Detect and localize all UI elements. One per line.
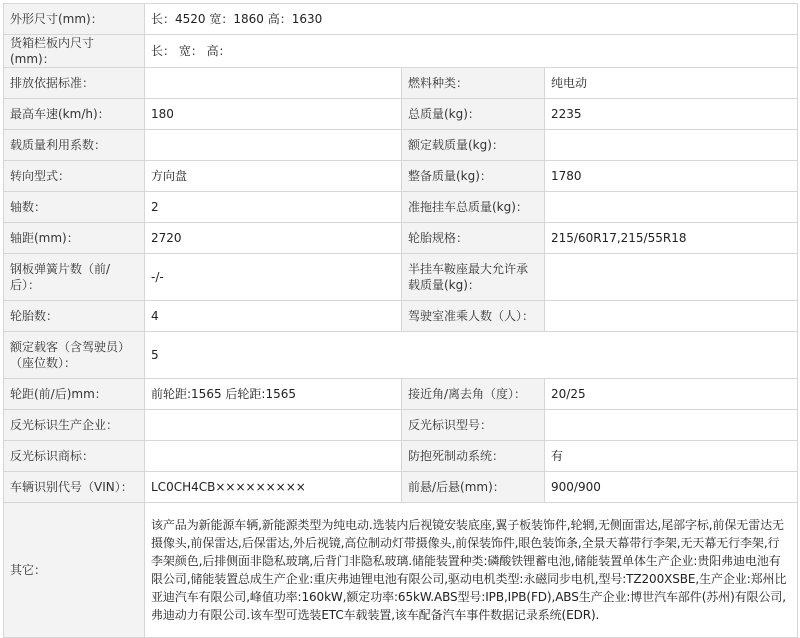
leaf-springs-value: -/- — [145, 254, 402, 301]
table-row — [4, 472, 798, 503]
max-speed-label: 最高车速(km/h)： — [4, 99, 145, 130]
curb-mass-value: 1780 — [545, 161, 798, 192]
table-row — [4, 35, 798, 68]
dimensions-value: 长：4520 宽：1860 高：1630 — [145, 4, 798, 35]
curb-mass-label: 整备质量(kg)： — [402, 161, 545, 192]
axles-label: 轴数： — [4, 192, 145, 223]
remarks-value: 该产品为新能源车辆,新能源类型为纯电动.选装内后视镜安装底座,翼子板装饰件,轮辋,无侧面雷达,尾部字标,前保无雷达无摄像头,前保雷达,后保雷达,外后视镜,高位制动灯带摄像头,前保装饰件,眼色装饰条,全景天幕带行李架,无天幕无行李架,行李架颜色,后排侧面非隐私玻璃,后背门非隐私玻璃.储能装置种类:磷酸铁锂蓄电池,储能装置单体生产企业:贵阳弗迪电池有限公司,储能装置总成生产企业:重庆弗迪锂电池有限公司,驱动电机类型:永磁同步电机,型号:TZ200XSBE,生产企业:郑州比亚迪汽车有限公司,峰值功率:160kW,额定功率:65kW.ABS型号:IPB,IPB(FD),ABS生产企业:博世汽车部件(苏州)有限公司,弗迪动力有限公司.该车型可选装ETC车载装置,该车配备汽车事件数据记录系统(EDR). — [145, 503, 798, 638]
trailer-mass-label: 准拖挂车总质量(kg)： — [402, 192, 545, 223]
table-row — [4, 99, 798, 130]
table-row — [4, 503, 798, 638]
passengers-label: 额定载客（含驾驶员）（座位数）： — [4, 332, 145, 379]
tires-label: 轮胎数： — [4, 301, 145, 332]
fuel-type-value: 纯电动 — [545, 68, 798, 99]
track-value: 前轮距:1565 后轮距:1565 — [145, 379, 402, 410]
load-utilization-label: 载质量利用系数： — [4, 130, 145, 161]
table-row — [4, 301, 798, 332]
leaf-springs-label: 钢板弹簧片数（前/后）： — [4, 254, 145, 301]
total-mass-label: 总质量(kg)： — [402, 99, 545, 130]
abs-label: 防抱死制动系统： — [402, 441, 545, 472]
table-row — [4, 254, 798, 301]
tires-value: 4 — [145, 301, 402, 332]
max-speed-value: 180 — [145, 99, 402, 130]
tire-spec-value: 215/60R17,215/55R18 — [545, 223, 798, 254]
reflector-brand-value — [145, 441, 402, 472]
emission-standard-value — [145, 68, 402, 99]
table-row — [4, 441, 798, 472]
cargo-box-value: 长： 宽： 高： — [145, 35, 798, 68]
rated-load-label: 额定载质量(kg)： — [402, 130, 545, 161]
vehicle-spec-table — [3, 3, 798, 638]
emission-standard-label: 排放依据标准： — [4, 68, 145, 99]
table-row — [4, 332, 798, 379]
table-row — [4, 223, 798, 254]
table-row — [4, 410, 798, 441]
cargo-box-label: 货箱栏板内尺寸(mm)： — [4, 35, 145, 68]
overhang-value: 900/900 — [545, 472, 798, 503]
tire-spec-label: 轮胎规格： — [402, 223, 545, 254]
wheelbase-value: 2720 — [145, 223, 402, 254]
passengers-value: 5 — [145, 332, 798, 379]
abs-value: 有 — [545, 441, 798, 472]
steering-label: 转向型式： — [4, 161, 145, 192]
cab-capacity-label: 驾驶室准乘人数（人）： — [402, 301, 545, 332]
vin-label: 车辆识别代号（VIN）： — [4, 472, 145, 503]
dimensions-label: 外形尺寸(mm)： — [4, 4, 145, 35]
fuel-type-label: 燃料种类： — [402, 68, 545, 99]
approach-departure-label: 接近角/离去角（度）： — [402, 379, 545, 410]
reflector-brand-label: 反光标识商标： — [4, 441, 145, 472]
table-row — [4, 130, 798, 161]
total-mass-value: 2235 — [545, 99, 798, 130]
load-utilization-value — [145, 130, 402, 161]
saddle-load-value — [545, 254, 798, 301]
approach-departure-value: 20/25 — [545, 379, 798, 410]
vin-value: LC0CH4CB××××××××× — [145, 472, 402, 503]
reflector-maker-label: 反光标识生产企业： — [4, 410, 145, 441]
reflector-model-label: 反光标识型号： — [402, 410, 545, 441]
axles-value: 2 — [145, 192, 402, 223]
table-row — [4, 4, 798, 35]
table-row — [4, 68, 798, 99]
steering-value: 方向盘 — [145, 161, 402, 192]
table-row — [4, 379, 798, 410]
rated-load-value — [545, 130, 798, 161]
saddle-load-label: 半挂车鞍座最大允许承载质量(kg)： — [402, 254, 545, 301]
reflector-model-value — [545, 410, 798, 441]
overhang-label: 前悬/后悬(mm)： — [402, 472, 545, 503]
remarks-label: 其它： — [4, 503, 145, 638]
table-row — [4, 161, 798, 192]
reflector-maker-value — [145, 410, 402, 441]
track-label: 轮距(前/后)mm： — [4, 379, 145, 410]
wheelbase-label: 轴距(mm)： — [4, 223, 145, 254]
trailer-mass-value — [545, 192, 798, 223]
cab-capacity-value — [545, 301, 798, 332]
table-row — [4, 192, 798, 223]
